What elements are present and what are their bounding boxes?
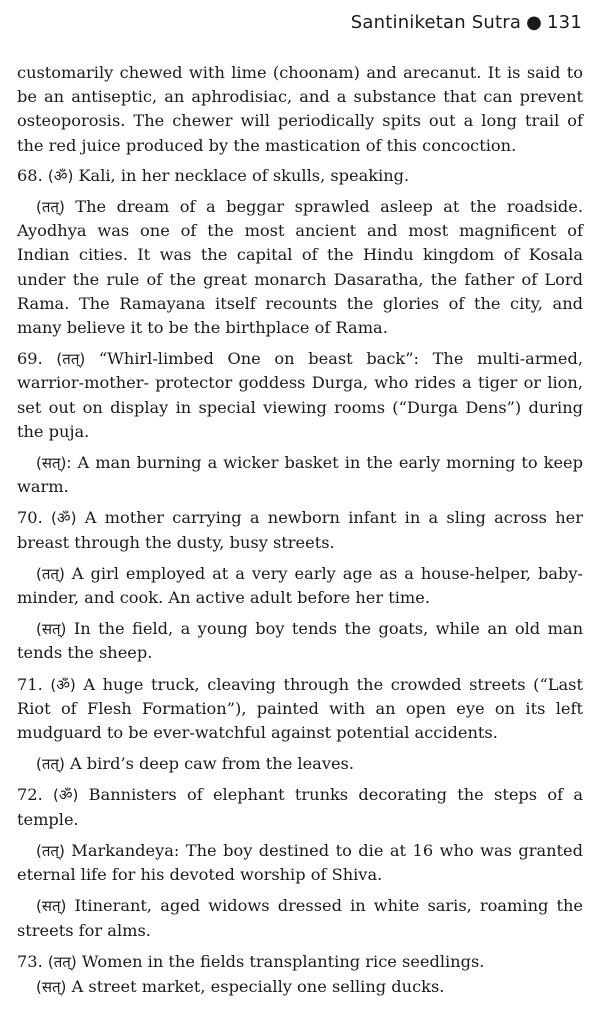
paragraph-text: A street market, especially one selling ducks.	[71, 976, 445, 996]
paragraph-text: A girl employed at a very early age as a house-helper, baby-minder, and cook. An active adult before her time.	[17, 563, 584, 608]
sanskrit-marker: (सत्)	[36, 977, 67, 996]
paragraph-text: Itinerant, aged widows dressed in white saris, roaming the streets for alms.	[17, 896, 583, 940]
sanskrit-marker: (ॐ)	[50, 675, 76, 694]
paragraph-indented	[17, 752, 583, 776]
sanskrit-marker: (तत्)	[36, 198, 65, 217]
paragraph-text: A bird’s deep caw from the leaves.	[69, 754, 355, 774]
paragraph-indented	[17, 617, 583, 665]
sanskrit-marker: (तत्)	[47, 952, 77, 971]
paragraph-text: Markandeya: The boy destined to die at 16 who was granted eternal life for his devoted worship of Shiva.	[17, 840, 584, 885]
sanskrit-marker: (सत्)	[36, 620, 67, 639]
entry-number: 70.	[17, 508, 43, 528]
page-number: 131	[547, 12, 582, 33]
sanskrit-marker: (सत्)	[36, 897, 67, 916]
paragraph-indented	[17, 975, 583, 999]
paragraph-text: A man burning a wicker basket in the early morning to keep warm.	[17, 453, 583, 497]
sanskrit-marker: (तत्)	[56, 350, 86, 369]
paragraph-numbered	[17, 673, 583, 746]
paragraph-text: Women in the fields transplanting rice seedlings.	[81, 951, 485, 971]
paragraph-text: The dream of a beggar sprawled asleep at the roadside. Ayodhya was one of the most ancient and most magnificent of Indian cities. It was the capital of the Hindu kingdom of Kosala under the rule of the great monarch Dasaratha, the father of Lord Rama. The Ramayana itself recounts the glories of the city, and many believe it to be the birthplace of Rama.	[17, 197, 583, 338]
sanskrit-marker: (तत्)	[36, 841, 65, 860]
sanskrit-marker: (सत्):	[36, 454, 72, 473]
paragraph-indented	[17, 195, 583, 340]
sanskrit-marker: (ॐ)	[53, 786, 79, 805]
paragraph-numbered	[17, 950, 583, 974]
paragraph	[17, 61, 583, 158]
running-header	[351, 12, 582, 33]
entry-number: 72.	[17, 785, 43, 805]
book-title: Santiniketan Sutra	[350, 12, 522, 33]
paragraph-text: A huge truck, cleaving through the crowded streets (“Last Riot of Flesh Formation”), painted with an open eye on its left mudguard to be ever-watchful against potential accidents.	[17, 674, 583, 743]
paragraph-numbered	[17, 347, 583, 444]
paragraph-text: A mother carrying a newborn infant in a sling across her breast through the dusty, busy streets.	[17, 508, 583, 552]
paragraph-text: Bannisters of elephant trunks decorating the steps of a temple.	[17, 785, 583, 829]
paragraph-numbered	[17, 783, 583, 831]
paragraph-indented	[17, 839, 583, 887]
entry-number: 69.	[17, 349, 43, 369]
paragraph-text: Kali, in her necklace of skulls, speaking.	[78, 165, 410, 185]
paragraph-indented	[17, 562, 583, 610]
entry-number: 71.	[17, 674, 43, 694]
paragraph-indented	[17, 451, 583, 499]
sanskrit-marker: (तत्)	[36, 755, 65, 774]
paragraph-text: In the field, a young boy tends the goats, while an old man tends the sheep.	[17, 619, 583, 663]
paragraph-numbered	[17, 164, 583, 188]
entry-number: 73.	[17, 951, 43, 971]
paragraph-indented	[17, 894, 583, 942]
entry-number: 68.	[17, 165, 43, 185]
paragraph-text: customarily chewed with lime (choonam) and arecanut. It is said to be an antiseptic, an aphrodisiac, and a substance that can prevent osteoporosis. The chewer will periodically spits out a long trail of the red juice produced by the mastication of this concoction.	[17, 63, 583, 155]
separator-bullet: ●	[526, 12, 543, 33]
sanskrit-marker: (तत्)	[36, 564, 65, 583]
body-text	[17, 61, 583, 1006]
sanskrit-marker: (ॐ)	[51, 509, 77, 528]
paragraph-numbered	[17, 506, 583, 554]
sanskrit-marker: (ॐ)	[47, 166, 74, 185]
paragraph-text: “Whirl-limbed One on beast back”: The multi-armed, warrior-mother- protector goddess Durga, who rides a tiger or lion, set out on display in special viewing rooms (“Durga Dens”) during the puja.	[17, 349, 583, 441]
